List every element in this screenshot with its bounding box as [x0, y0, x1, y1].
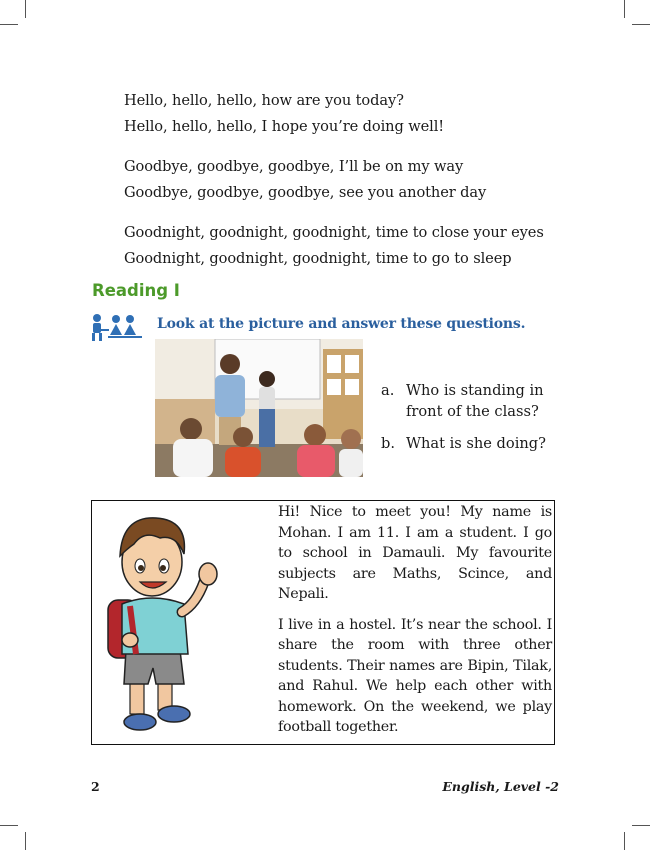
page-number: 2	[91, 779, 100, 794]
crop-mark	[632, 24, 650, 25]
book-title: English, Level -2	[442, 779, 559, 794]
question-text: Who is standing in front of the class?	[406, 382, 544, 420]
poem-line: Hello, hello, hello, I hope you’re doing well!	[124, 118, 445, 135]
poem-line: Goodnight, goodnight, goodnight, time to go to sleep	[124, 250, 512, 267]
instruction-text: Look at the picture and answer these questions.	[157, 316, 526, 332]
poem-line: Goodbye, goodbye, goodbye, I’ll be on my way	[124, 158, 464, 175]
classroom-icon	[90, 311, 144, 343]
classroom-photo	[155, 339, 363, 477]
crop-mark	[624, 0, 625, 18]
poem	[124, 88, 564, 272]
crop-mark	[624, 832, 625, 850]
waving-boy-illustration	[100, 508, 226, 740]
question-item	[381, 433, 561, 454]
crop-mark	[0, 825, 18, 826]
question-label: b.	[381, 435, 395, 452]
crop-mark	[0, 24, 18, 25]
section-heading: Reading I	[92, 281, 180, 300]
crop-mark	[25, 0, 26, 18]
poem-line: Goodnight, goodnight, goodnight, time to close your eyes	[124, 224, 544, 241]
crop-mark	[632, 825, 650, 826]
story-text	[278, 502, 552, 738]
question-list	[381, 380, 561, 465]
story-paragraph: Hi! Nice to meet you! My name is Mohan. I am 11. I am a student. I go to school in Damauli. My favourite subjects are Maths, Scince, and Nepali.	[278, 504, 552, 602]
question-item	[381, 380, 561, 422]
poem-line: Goodbye, goodbye, goodbye, see you another day	[124, 184, 487, 201]
question-text: What is she doing?	[406, 435, 546, 452]
poem-line: Hello, hello, hello, how are you today?	[124, 92, 404, 109]
story-paragraph: I live in a hostel. It’s near the school. I share the room with three other students. Their names are Bipin, Tilak, and Rahul. We help each other with homework. On the weekend, we play football together.	[278, 616, 552, 735]
question-label: a.	[381, 382, 395, 399]
crop-mark	[25, 832, 26, 850]
